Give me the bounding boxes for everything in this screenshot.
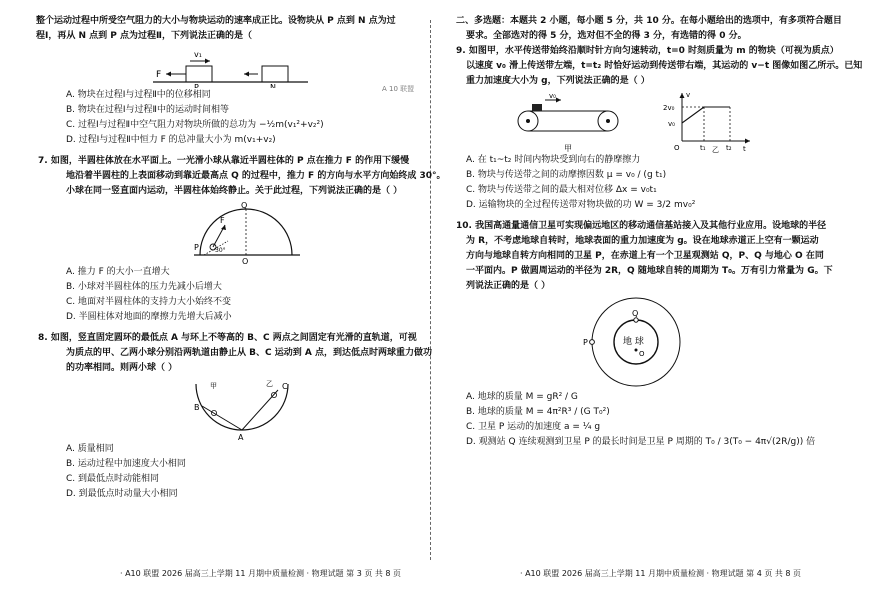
- q6-fig-N-label: N: [270, 83, 276, 88]
- q9-option-d: D. 运输物块的全过程传送带对物块做的功 W = 3/2 mv₀²: [466, 200, 696, 210]
- q8-fig-jia-label: 甲: [210, 382, 217, 390]
- q7-stem-line1: 7. 如图，半圆柱体放在水平面上。一光滑小球从靠近半圆柱体的 P 点在推力 F 的作用下缓慢: [38, 156, 410, 166]
- q10-stem-line1: 10. 我国高通量通信卫星可实现偏远地区的移动通信基站接入及其他行业应用。设地球的半径: [456, 221, 827, 231]
- q7-option-d: D. 半圆柱体对地面的摩擦力先增大后减小: [66, 312, 232, 322]
- q6-stem-line1: 整个运动过程中所受空气阻力的大小与物块运动的速率成正比。设物块从 P 点到 N 点为过: [36, 16, 396, 26]
- q10-stem-line3: 方向与地球自转方向相同的卫星 P，在赤道上有一个卫星观测站 Q，P、Q 与地心 O 在同: [466, 251, 824, 261]
- q9-option-a: A. 在 t₁~t₂ 时间内物块受到向右的静摩擦力: [466, 155, 641, 165]
- q10-stem-line2: 为 R，不考虑地球自转时，地球表面的重力加速度为 g。设在地球赤道正上空有一颗运动: [466, 236, 819, 246]
- q10-option-b: B. 地球的质量 M = 4π²R³ / (G T₀²): [466, 407, 610, 417]
- q6-fig-F-label: F: [156, 70, 162, 80]
- q9-fig-yi-v0-label: v₀: [668, 120, 675, 128]
- q6-fig-P-label: P: [194, 83, 199, 88]
- q9-fig-jia-caption: 甲: [564, 144, 572, 153]
- q9-stem-line3: 重力加速度大小为 g，下列说法正确的是（ ）: [466, 76, 650, 86]
- q8-fig-yi-label: 乙: [266, 380, 273, 388]
- q9-figures: [450, 89, 862, 153]
- bleed-through-text: A 10 联盟: [382, 85, 415, 93]
- q7-stem-line3: 小球在同一竖直面内运动，半圆柱体始终静止。关于此过程，下列说法正确的是（ ）: [66, 186, 403, 196]
- q10-stem-line5: 列说法正确的是（ ）: [466, 281, 551, 291]
- q8-option-c: C. 到最低点时动能相同: [66, 474, 160, 484]
- q6-figure: [8, 44, 420, 88]
- right-page: [450, 14, 862, 450]
- q10-option-d: D. 观测站 Q 连续观测到卫星 P 的最长时间是卫星 P 周期的 T₀ / 3(T₀ − 4π√(2R/g)) 倍: [466, 437, 816, 447]
- section-heading-line1: 二、多选题：本题共 2 小题，每小题 5 分，共 10 分。在每小题给出的选项中，有多项符合题目: [456, 16, 842, 26]
- q9-fig-yi-2v0-label: 2v₀: [663, 104, 675, 112]
- q8-fig-B-label: B: [194, 403, 200, 412]
- q8-fig-A-label: A: [238, 433, 244, 442]
- q10-stem-line4: 一平面内。P 做圆周运动的半径为 2R，Q 随地球自转的周期为 T₀。万有引力常量为 G。下: [466, 266, 833, 276]
- q8-option-b: B. 运动过程中加速度大小相同: [66, 459, 186, 469]
- q7-fig-F-label: F: [220, 216, 225, 225]
- q9-fig-jia-v0-label: v₀: [549, 92, 556, 100]
- q7-fig-Q-label: Q: [241, 201, 248, 210]
- q10-option-c: C. 卫星 P 运动的加速度 a = ¼ g: [466, 422, 601, 432]
- q10-fig-earth-label: 地 球: [623, 337, 644, 347]
- q7-fig-angle-label: 30°: [215, 247, 226, 254]
- page-divider: [430, 20, 431, 560]
- q8-option-d: D. 到最低点时动量大小相同: [66, 489, 178, 499]
- q8-fig-C-label: C: [282, 382, 288, 391]
- q9-option-b: B. 物块与传送带之间的动摩擦因数 μ = v₀ / (g t₁): [466, 170, 667, 180]
- q9-fig-yi-t1-label: t₁: [700, 144, 706, 152]
- q10-figure: [450, 294, 862, 390]
- q6-option-c: C. 过程Ⅰ与过程Ⅱ中空气阻力对物块所做的总功为 −½m(v₁²+v₂²): [66, 120, 324, 130]
- q9-fig-yi-caption: 乙: [712, 146, 719, 153]
- q7-stem-line2: 地沿着半圆柱的上表面移动到靠近最高点 Q 的过程中，推力 F 的方向与水平方向始终成 30°。: [66, 171, 446, 181]
- q7-figure: [8, 199, 420, 265]
- q7-fig-O-label: O: [242, 257, 249, 265]
- section-heading-line2: 要求。全部选对的得 5 分，选对但不全的得 3 分，有选错的得 0 分。: [466, 31, 747, 41]
- q6-option-a: A. 物块在过程Ⅰ与过程Ⅱ中的位移相同: [66, 90, 211, 100]
- q7-option-c: C. 地面对半圆柱体的支持力大小始终不变: [66, 297, 232, 307]
- q10-option-a: A. 地球的质量 M = gR² / G: [466, 392, 578, 402]
- q7-option-b: B. 小球对半圆柱体的压力先减小后增大: [66, 282, 222, 292]
- q7-option-a: A. 推力 F 的大小一直增大: [66, 267, 170, 277]
- q9-fig-yi-t2-label: t₂: [726, 144, 732, 152]
- q8-stem-line1: 8. 如图，竖直固定圆环的最低点 A 与环上不等高的 B、C 两点之间固定有光滑的直轨道，可视: [38, 333, 417, 343]
- q10-fig-Q-label: Q: [632, 309, 639, 318]
- q9-stem-line1: 9. 如图甲，水平传送带始终沿顺时针方向匀速转动，t=0 时刻质量为 m 的物块（可视为质点）: [456, 46, 839, 56]
- left-page: [8, 14, 446, 502]
- right-page-footer: · A10 联盟 2026 届高三上学期 11 月期中质量检测 · 物理试题 第 4 页 共 8 页: [520, 569, 802, 578]
- q10-fig-O-label: O: [639, 350, 645, 358]
- q9-fig-yi-v-axis: v: [686, 91, 691, 99]
- q10-fig-P-label: P: [583, 338, 588, 347]
- q6-stem-line2: 程Ⅰ，再从 N 点到 P 点为过程Ⅱ，下列说法正确的是（: [36, 31, 252, 41]
- q8-option-a: A. 质量相同: [66, 444, 114, 454]
- q6-option-d: D. 过程Ⅰ与过程Ⅱ中恒力 F 的总冲量大小为 m(v₁+v₂): [66, 135, 276, 145]
- q6-fig-v1-label: v₁: [194, 50, 202, 59]
- q7-fig-P-label: P: [194, 243, 199, 252]
- q9-option-c: C. 物块与传送带之间的最大相对位移 Δx = v₀t₁: [466, 185, 657, 195]
- q6-option-b: B. 物块在过程Ⅰ与过程Ⅱ中的运动时间相等: [66, 105, 229, 115]
- q8-stem-line2: 为质点的甲、乙两小球分别沿两轨道由静止从 B、C 运动到 A 点，到达低点时两球重力做功: [66, 348, 432, 358]
- q9-fig-yi-t-axis: t: [743, 145, 746, 153]
- q9-stem-line2: 以速度 v₀ 滑上传送带左端，t=t₂ 时恰好运动到传送带右端，其运动的 v−t 图像如图乙所示。已知: [466, 61, 863, 71]
- q9-fig-yi-origin: O: [674, 144, 680, 152]
- left-page-footer: · A10 联盟 2026 届高三上学期 11 月期中质量检测 · 物理试题 第 3 页 共 8 页: [120, 569, 402, 578]
- q8-stem-line3: 的功率相同。则两小球（ ）: [66, 363, 178, 373]
- q8-figure: [8, 376, 420, 442]
